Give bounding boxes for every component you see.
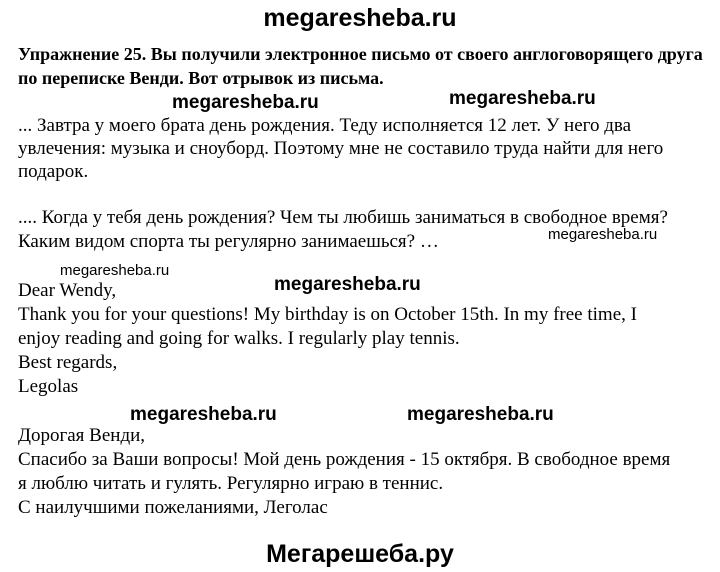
exercise-title: Упражнение 25. Вы получили электронное письмо от своего англоговорящего друга по переписке Венди. Вот отрывок из письма. [18, 44, 703, 88]
reply-ru-line: я люблю читать и гулять. Регулярно играю в теннис. [18, 473, 444, 494]
watermark: megaresheba.ru [407, 404, 554, 425]
reply-en-line: Best regards, [18, 352, 118, 373]
reply-ru-line: Дорогая Венди, [18, 425, 146, 446]
excerpt-line: .... Когда у тебя день рождения? Чем ты любишь заниматься в свободное время? [18, 207, 668, 228]
reply-en-line: Legolas [18, 376, 79, 397]
watermark: megaresheba.ru [60, 262, 170, 279]
reply-ru-line: С наилучшими пожеланиями, Леголас [18, 497, 328, 518]
watermark-bottom: Мегарешеба.ру [266, 540, 454, 568]
excerpt-line: ... Завтра у моего брата день рождения. Теду исполняется 12 лет. У него два [18, 115, 632, 136]
watermark: megaresheba.ru [449, 88, 596, 109]
watermark: megaresheba.ru [548, 226, 658, 243]
excerpt-line: подарок. [18, 161, 89, 182]
reply-en-line: enjoy reading and going for walks. I regularly play tennis. [18, 328, 460, 349]
watermark: megaresheba.ru [274, 274, 421, 295]
watermark: megaresheba.ru [130, 404, 277, 425]
reply-ru-line: Спасибо за Ваши вопросы! Мой день рождения - 15 октября. В свободное время [18, 449, 671, 470]
reply-en-line: Thank you for your questions! My birthday is on October 15th. In my free time, I [18, 304, 637, 325]
excerpt-line: увлечения: музыка и сноуборд. Поэтому мне не составило труда найти для него [18, 138, 664, 159]
watermark: megaresheba.ru [172, 92, 319, 113]
excerpt-line: Каким видом спорта ты регулярно занимаешься? … [18, 231, 439, 252]
reply-en-line: Dear Wendy, [18, 280, 117, 301]
watermark-top: megaresheba.ru [263, 4, 457, 32]
